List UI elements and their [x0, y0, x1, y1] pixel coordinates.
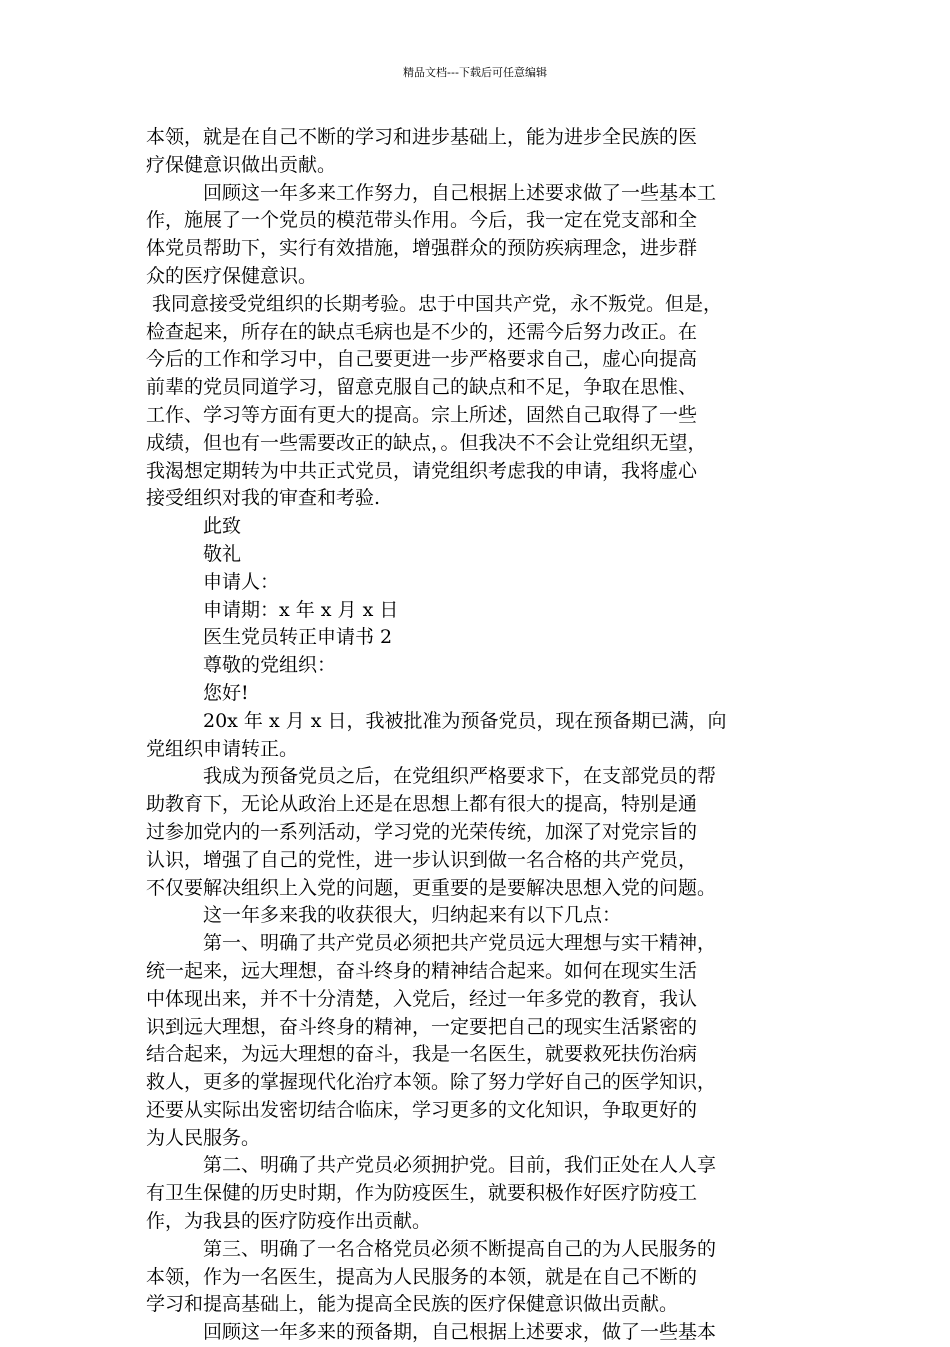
text-line: 第一、明确了共产党员必须把共产党员远大理想与实干精神， — [146, 932, 717, 955]
text-line: 本领，就是在自己不断的学习和进步基础上，能为进步全民族的医 — [146, 126, 698, 148]
text-line: 您好! — [146, 681, 249, 704]
text-line: 助教育下，无论从政治上还是在思想上都有很大的提高，特别是通 — [146, 793, 698, 816]
text-line: 接受组织对我的审查和考验. — [146, 487, 381, 510]
text-line: 救人，更多的掌握现代化治疗本领。除了努力学好自己的医学知识， — [146, 1071, 717, 1094]
text-line: 我渴想定期转为中共正式党员，请党组织考虑我的申请，我将虚心 — [146, 459, 698, 482]
text-line: 还要从实际出发密切结合临床，学习更多的文化知识，争取更好的 — [146, 1098, 698, 1121]
text-line: 尊敬的党组织： — [146, 654, 337, 677]
text-line: 疗保健意识做出贡献。 — [146, 153, 337, 176]
text-line: 申请人： — [146, 570, 280, 593]
text-line: 作，为我县的医疗防疫作出贡献。 — [146, 1210, 432, 1233]
text-line: 成绩，但也有一些需要改正的缺点，。但我决不不会让党组织无望， — [146, 431, 707, 454]
text-line: 本领，作为一名医生，提高为人民服务的本领，就是在自己不断的 — [146, 1265, 698, 1288]
document-body — [146, 124, 816, 1347]
text-line: 第三、明确了一名合格党员必须不断提高自己的为人民服务的 — [146, 1237, 717, 1260]
text-line: 学习和提高基础上，能为提高全民族的医疗保健意识做出贡献。 — [146, 1293, 679, 1316]
text-line: 医生党员转正申请书 2 — [146, 626, 393, 649]
text-line: 20x 年 x 月 x 日，我被批准为预备党员，现在预备期已满，向 — [146, 709, 727, 732]
text-line: 此致 — [146, 515, 242, 538]
text-line: 众的医疗保健意识。 — [146, 264, 318, 287]
text-line: 敬礼 — [146, 542, 242, 565]
text-line: 不仅要解决组织上入党的问题，更重要的是要解决思想入党的问题。 — [146, 876, 717, 899]
text-line: 结合起来，为远大理想的奋斗，我是一名医生，就要救死扶伤治病 — [146, 1043, 698, 1066]
text-line: 工作、学习等方面有更大的提高。宗上所述，固然自己取得了一些 — [146, 403, 698, 426]
text-line: 统一起来，远大理想，奋斗终身的精神结合起来。如何在现实生活 — [146, 959, 698, 982]
text-line: 今后的工作和学习中，自己要更进一步严格要求自己，虚心向提高 — [146, 348, 698, 371]
text-line: 第二、明确了共产党员必须拥护党。目前，我们正处在人人享 — [146, 1154, 717, 1177]
text-line: 检查起来，所存在的缺点毛病也是不少的，还需今后努力改正。在 — [146, 320, 698, 343]
text-line: 我成为预备党员之后，在党组织严格要求下，在支部党员的帮 — [146, 765, 717, 788]
text-line: 中体现出来，并不十分清楚，入党后，经过一年多党的教育，我认 — [146, 987, 698, 1010]
text-line: 这一年多来我的收获很大，归纳起来有以下几点： — [146, 904, 622, 927]
text-line: 申请期：x 年 x 月 x 日 — [146, 598, 399, 621]
text-line: 有卫生保健的历史时期，作为防疫医生，就要积极作好医疗防疫工 — [146, 1182, 698, 1205]
text-line: 前辈的党员同道学习，留意克服自己的缺点和不足，争取在思惟、 — [146, 376, 698, 399]
page-header: 精品文档---下载后可任意编辑 — [403, 66, 547, 79]
text-line: 党组织申请转正。 — [146, 737, 299, 760]
text-line: 回顾这一年多来的预备期，自己根据上述要求，做了一些基本 — [146, 1321, 717, 1344]
text-line: 作，施展了一个党员的模范带头作用。今后，我一定在党支部和全 — [146, 209, 698, 232]
text-line: 回顾这一年多来工作努力，自己根据上述要求做了一些基本工 — [146, 181, 717, 204]
text-line: 我同意接受党组织的长期考验。忠于中国共产党，永不叛党。但是， — [146, 292, 723, 315]
text-line: 体党员帮助下，实行有效措施，增强群众的预防疾病理念，进步群 — [146, 237, 698, 260]
text-line: 为人民服务。 — [146, 1126, 261, 1149]
text-line: 识到远大理想，奋斗终身的精神，一定要把自己的现实生活紧密的 — [146, 1015, 698, 1038]
text-line: 过参加党内的一系列活动，学习党的光荣传统，加深了对党宗旨的 — [146, 820, 698, 843]
text-line: 认识，增强了自己的党性，进一步认识到做一名合格的共产党员， — [146, 848, 698, 871]
